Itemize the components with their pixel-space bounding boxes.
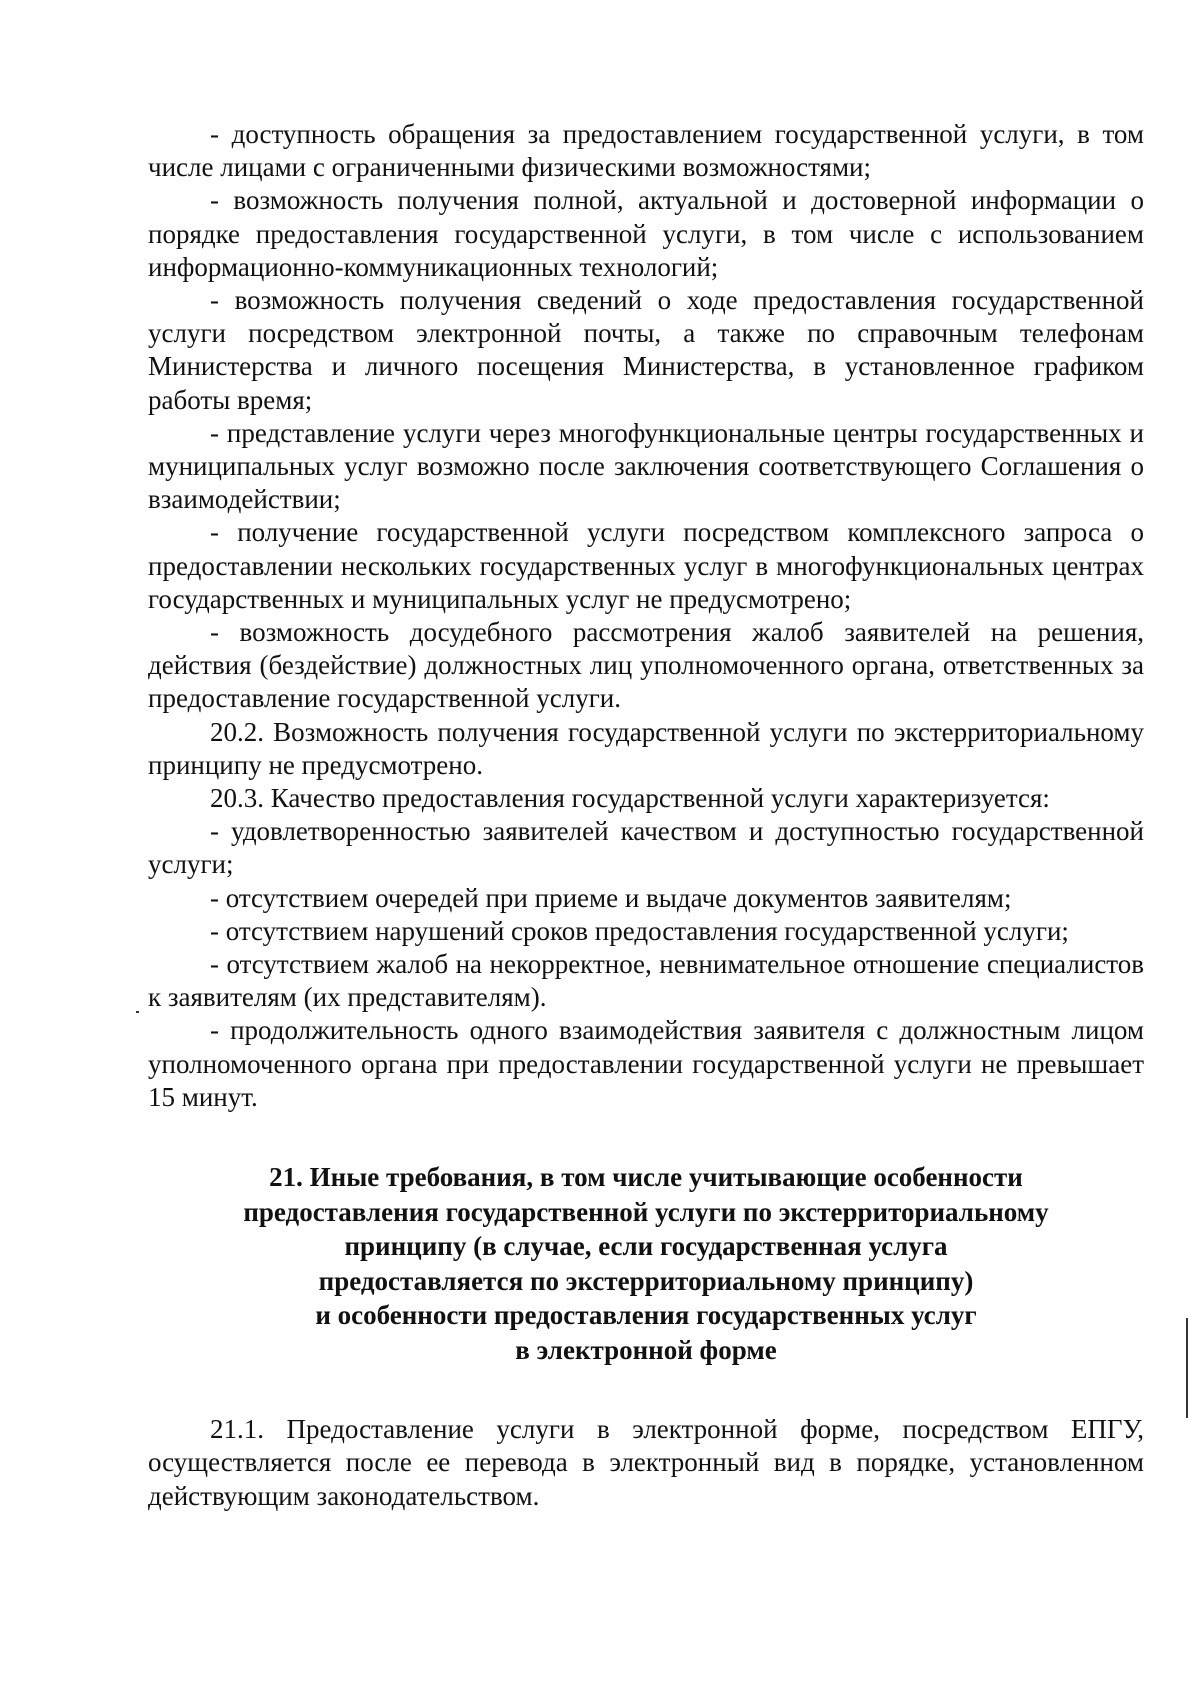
paragraph-information: - возможность получения полной, актуальной и достоверной информации о порядке предоставления государственной услуги, в том числе с использованием информационно-коммуникационных технологий; (148, 185, 1144, 282)
scan-edge-mark (1186, 1318, 1188, 1418)
paragraph-status-info: - возможность получения сведений о ходе предоставления государственной услуги посредством электронной почты, а также по справочным телефонам Министерства и личного посещения Министерства, в установленное графиком работы время; (148, 285, 1144, 415)
heading-line: и особенности предоставления государственных услуг (315, 1300, 977, 1331)
paragraph-no-queues: - отсутствием очередей при приеме и выдаче документов заявителям; (210, 882, 1012, 913)
heading-line: принципу (в случае, если государственная услуга (344, 1231, 948, 1262)
section-21-heading (148, 1160, 1144, 1367)
paragraph-no-complaints: - отсутствием жалоб на некорректное, невнимательное отношение специалистов к заявителям (их представителям). (148, 949, 1144, 1013)
heading-line: предоставляется по экстерриториальному принципу) (318, 1265, 974, 1296)
paragraph-interaction-duration: - продолжительность одного взаимодействия заявителя с должностным лицом уполномоченного органа при предоставлении государственной услуги не превышает 15 минут. (148, 1015, 1144, 1112)
heading-line: 21. Иные требования, в том числе учитывающие особенности (269, 1162, 1023, 1193)
paragraph-21-1: 21.1. Предоставление услуги в электронной форме, посредством ЕПГУ, осуществляется после ее перевода в электронный вид в порядке, установленном действующим законодательством. (148, 1414, 1144, 1511)
paragraph-accessibility: - доступность обращения за предоставлением государственной услуги, в том числе лицами с ограниченными физическими возможностями; (148, 119, 1144, 183)
paragraph-complex-request: - получение государственной услуги посредством комплексного запроса о предоставлении нескольких государственных услуг в многофункциональных центрах государственных и муниципальных услуг не предусмотрено; (148, 517, 1144, 614)
paragraph-satisfaction: - удовлетворенностью заявителей качеством и доступностью государственной услуги; (148, 816, 1144, 880)
paragraph-mfc: - представление услуги через многофункциональные центры государственных и муниципальных услуг возможно после заключения соответствующего Соглашения о взаимодействии; (148, 417, 1144, 515)
document-body (148, 118, 1144, 1513)
heading-line: предоставления государственной услуги по экстерриториальному (243, 1196, 1049, 1227)
scan-dot-mark (136, 1011, 139, 1013)
paragraph-20-2: 20.2. Возможность получения государственной услуги по экстерриториальному принципу не предусмотрено. (148, 716, 1144, 780)
paragraph-20-3: 20.3. Качество предоставления государственной услуги характеризуется: (210, 783, 1050, 814)
paragraph-pretrial-appeal: - возможность досудебного рассмотрения жалоб заявителей на решения, действия (бездействие) должностных лиц уполномоченного органа, ответственных за предоставление государственной услуги. (148, 617, 1144, 714)
heading-line: в электронной форме (515, 1334, 777, 1365)
paragraph-no-deadline-violations: - отсутствием нарушений сроков предоставления государственной услуги; (210, 915, 1069, 946)
